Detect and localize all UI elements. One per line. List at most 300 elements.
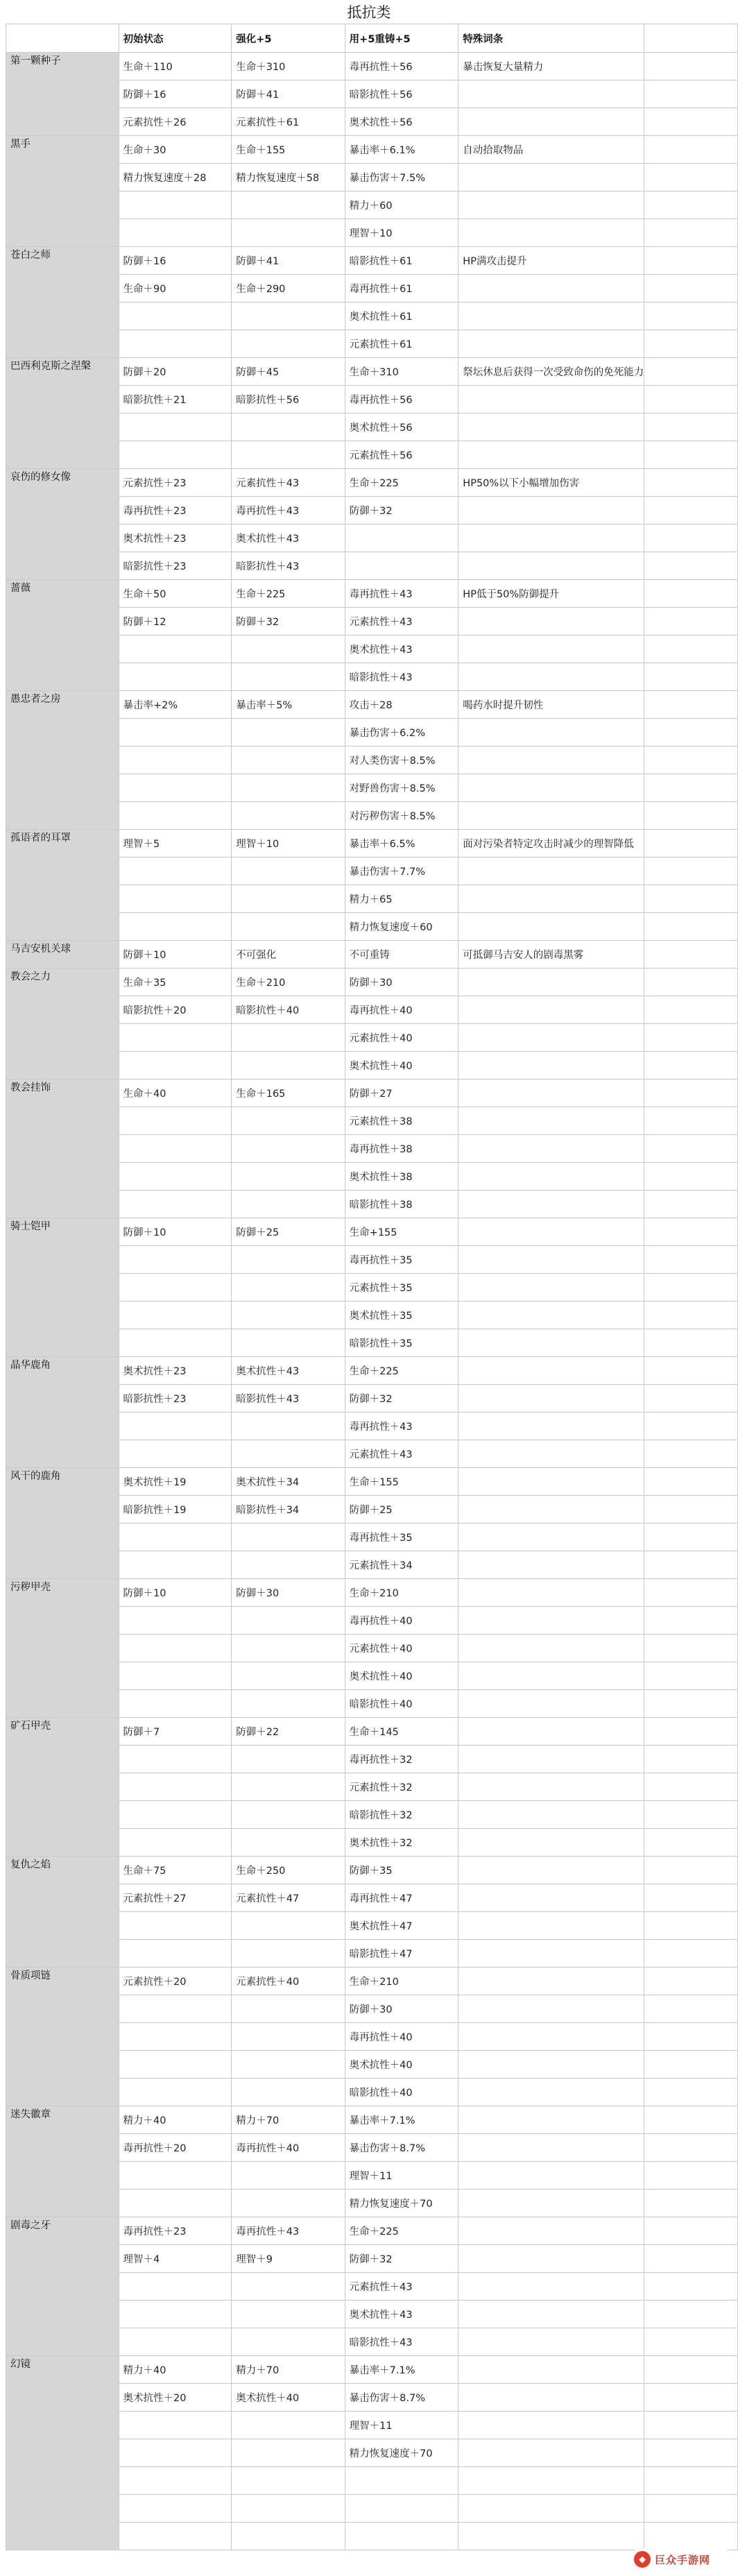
enhance-value-cell xyxy=(232,2023,345,2051)
initial-value-cell: 奥术抗性＋19 xyxy=(119,1468,232,1496)
extra-cell xyxy=(644,941,738,969)
initial-value-cell: 元素抗性＋20 xyxy=(119,1968,232,1995)
special-affix-cell xyxy=(458,2412,644,2439)
extra-cell xyxy=(644,1302,738,1329)
special-affix-cell xyxy=(458,2162,644,2190)
extra-cell xyxy=(644,164,738,191)
extra-cell xyxy=(644,2439,738,2467)
initial-value-cell xyxy=(119,1607,232,1635)
extra-cell xyxy=(644,2106,738,2134)
extra-cell xyxy=(644,330,738,358)
initial-value-cell xyxy=(119,2439,232,2467)
reforge-value-cell: 对人类伤害＋8.5% xyxy=(345,747,458,774)
reforge-value-cell: 暴击伤害＋6.2% xyxy=(345,719,458,747)
reforge-value-cell: 元素抗性＋38 xyxy=(345,1107,458,1135)
extra-cell xyxy=(644,1690,738,1718)
special-affix-cell: 自动拾取物品 xyxy=(458,136,644,164)
enhance-value-cell: 防御＋32 xyxy=(232,608,345,636)
reforge-value-cell: 毒再抗性＋40 xyxy=(345,1607,458,1635)
extra-cell xyxy=(644,636,738,663)
item-name: 哀伤的修女像 xyxy=(6,469,119,580)
special-affix-cell xyxy=(458,2467,644,2495)
extra-cell xyxy=(644,2384,738,2412)
special-affix-cell xyxy=(458,2190,644,2217)
special-affix-cell: HP低于50%防御提升 xyxy=(458,580,644,608)
enhance-value-cell xyxy=(232,802,345,830)
table-row xyxy=(6,2356,738,2384)
initial-value-cell xyxy=(119,1052,232,1080)
item-name: 迷失徽章 xyxy=(6,2106,119,2217)
special-affix-cell xyxy=(458,1357,644,1385)
initial-value-cell: 奥术抗性＋23 xyxy=(119,524,232,552)
extra-cell xyxy=(644,1995,738,2023)
reforge-value-cell xyxy=(345,2467,458,2495)
item-name: 教会之力 xyxy=(6,969,119,1080)
initial-value-cell xyxy=(119,1662,232,1690)
special-affix-cell xyxy=(458,2356,644,2384)
special-affix-cell xyxy=(458,2079,644,2106)
enhance-value-cell xyxy=(232,413,345,441)
table-row xyxy=(6,1218,738,1246)
special-affix-cell xyxy=(458,108,644,136)
enhance-value-cell xyxy=(232,2412,345,2439)
enhance-value-cell: 奥术抗性＋43 xyxy=(232,524,345,552)
reforge-value-cell: 奥术抗性＋43 xyxy=(345,2301,458,2328)
initial-value-cell xyxy=(119,2523,232,2550)
initial-value-cell xyxy=(119,1773,232,1801)
reforge-value-cell: 暗影抗性＋43 xyxy=(345,2328,458,2356)
extra-cell xyxy=(644,580,738,608)
special-affix-cell xyxy=(458,330,644,358)
initial-value-cell xyxy=(119,1912,232,1940)
initial-value-cell: 毒再抗性＋20 xyxy=(119,2134,232,2162)
special-affix-cell xyxy=(458,1940,644,1968)
special-affix-cell xyxy=(458,80,644,108)
extra-cell xyxy=(644,2273,738,2301)
enhance-value-cell xyxy=(232,1551,345,1579)
extra-cell xyxy=(644,913,738,941)
initial-value-cell: 防御＋12 xyxy=(119,608,232,636)
initial-value-cell xyxy=(119,1829,232,1857)
reforge-value-cell: 奥术抗性＋32 xyxy=(345,1829,458,1857)
initial-value-cell xyxy=(119,719,232,747)
special-affix-cell xyxy=(458,1718,644,1746)
initial-value-cell xyxy=(119,2495,232,2523)
extra-cell xyxy=(644,1579,738,1607)
special-affix-cell xyxy=(458,302,644,330)
initial-value-cell xyxy=(119,2051,232,2079)
extra-cell xyxy=(644,2079,738,2106)
special-affix-cell xyxy=(458,275,644,302)
initial-value-cell: 防御＋16 xyxy=(119,247,232,275)
special-affix-cell xyxy=(458,913,644,941)
enhance-value-cell xyxy=(232,858,345,885)
extra-cell xyxy=(644,2412,738,2439)
initial-value-cell xyxy=(119,747,232,774)
initial-value-cell xyxy=(119,858,232,885)
enhance-value-cell: 毒再抗性＋43 xyxy=(232,2217,345,2245)
extra-cell xyxy=(644,1607,738,1635)
special-affix-cell xyxy=(458,1524,644,1551)
initial-value-cell xyxy=(119,1302,232,1329)
extra-cell xyxy=(644,1884,738,1912)
table-row xyxy=(6,830,738,858)
extra-cell xyxy=(644,1912,738,1940)
item-name: 孤语者的耳罩 xyxy=(6,830,119,941)
enhance-value-cell xyxy=(232,441,345,469)
header-special: 特殊词条 xyxy=(458,24,644,53)
enhance-value-cell: 生命＋250 xyxy=(232,1857,345,1884)
special-affix-cell xyxy=(458,2051,644,2079)
enhance-value-cell xyxy=(232,1024,345,1052)
extra-cell xyxy=(644,1329,738,1357)
table-row xyxy=(6,1718,738,1746)
special-affix-cell xyxy=(458,1801,644,1829)
extra-cell xyxy=(644,1246,738,1274)
reforge-value-cell: 奥术抗性＋43 xyxy=(345,636,458,663)
enhance-value-cell: 生命＋225 xyxy=(232,580,345,608)
special-affix-cell xyxy=(458,1080,644,1107)
reforge-value-cell xyxy=(345,552,458,580)
initial-value-cell xyxy=(119,1191,232,1218)
item-name: 骑士铠甲 xyxy=(6,1218,119,1357)
enhance-value-cell: 元素抗性＋40 xyxy=(232,1968,345,1995)
header-initial: 初始状态 xyxy=(119,24,232,53)
enhance-value-cell xyxy=(232,1302,345,1329)
item-name: 巴西利克斯之涅槃 xyxy=(6,358,119,469)
extra-cell xyxy=(644,885,738,913)
extra-cell xyxy=(644,1746,738,1773)
extra-cell xyxy=(644,1940,738,1968)
enhance-value-cell: 暗影抗性＋56 xyxy=(232,386,345,413)
enhance-value-cell xyxy=(232,1440,345,1468)
enhance-value-cell xyxy=(232,1329,345,1357)
watermark-text: 巨众手游网 xyxy=(655,2553,711,2566)
table-row xyxy=(6,691,738,719)
enhance-value-cell xyxy=(232,2495,345,2523)
special-affix-cell xyxy=(458,1246,644,1274)
enhance-value-cell xyxy=(232,1635,345,1662)
initial-value-cell: 精力＋40 xyxy=(119,2356,232,2384)
special-affix-cell xyxy=(458,774,644,802)
enhance-value-cell: 暗影抗性＋34 xyxy=(232,1496,345,1524)
enhance-value-cell xyxy=(232,636,345,663)
enhance-value-cell xyxy=(232,1940,345,1968)
enhance-value-cell: 元素抗性＋61 xyxy=(232,108,345,136)
extra-cell xyxy=(644,2051,738,2079)
enhance-value-cell: 理智＋9 xyxy=(232,2245,345,2273)
enhance-value-cell: 精力＋70 xyxy=(232,2106,345,2134)
initial-value-cell: 生命＋110 xyxy=(119,53,232,80)
initial-value-cell: 防御＋16 xyxy=(119,80,232,108)
special-affix-cell xyxy=(458,1829,644,1857)
enhance-value-cell: 元素抗性＋47 xyxy=(232,1884,345,1912)
special-affix-cell xyxy=(458,1690,644,1718)
enhance-value-cell xyxy=(232,1413,345,1440)
reforge-value-cell: 毒再抗性＋56 xyxy=(345,386,458,413)
special-affix-cell xyxy=(458,2106,644,2134)
initial-value-cell: 暗影抗性＋20 xyxy=(119,996,232,1024)
enhance-value-cell: 暗影抗性＋40 xyxy=(232,996,345,1024)
reforge-value-cell: 生命＋210 xyxy=(345,1579,458,1607)
reforge-value-cell: 奥术抗性＋35 xyxy=(345,1302,458,1329)
reforge-value-cell: 暗影抗性＋32 xyxy=(345,1801,458,1829)
enhance-value-cell xyxy=(232,2190,345,2217)
initial-value-cell: 元素抗性＋27 xyxy=(119,1884,232,1912)
reforge-value-cell: 防御＋35 xyxy=(345,1857,458,1884)
reforge-value-cell: 奥术抗性＋40 xyxy=(345,1052,458,1080)
extra-cell xyxy=(644,2023,738,2051)
initial-value-cell: 精力恢复速度＋28 xyxy=(119,164,232,191)
initial-value-cell xyxy=(119,1524,232,1551)
item-name: 晶华鹿角 xyxy=(6,1357,119,1468)
extra-cell xyxy=(644,219,738,247)
enhance-value-cell: 暗影抗性＋43 xyxy=(232,1385,345,1413)
extra-cell xyxy=(644,53,738,80)
initial-value-cell: 元素抗性＋23 xyxy=(119,469,232,497)
reforge-value-cell: 防御＋32 xyxy=(345,2245,458,2273)
table-row xyxy=(6,1357,738,1385)
extra-cell xyxy=(644,80,738,108)
special-affix-cell xyxy=(458,219,644,247)
reforge-value-cell: 暗影抗性＋43 xyxy=(345,663,458,691)
table-row xyxy=(6,1968,738,1995)
enhance-value-cell xyxy=(232,913,345,941)
special-affix-cell xyxy=(458,2217,644,2245)
table-body xyxy=(6,53,738,2550)
enhance-value-cell xyxy=(232,1995,345,2023)
extra-cell xyxy=(644,719,738,747)
extra-cell xyxy=(644,608,738,636)
enhance-value-cell xyxy=(232,1801,345,1829)
special-affix-cell xyxy=(458,1329,644,1357)
reforge-value-cell: 元素抗性＋32 xyxy=(345,1773,458,1801)
reforge-value-cell: 奥术抗性＋38 xyxy=(345,1163,458,1191)
initial-value-cell xyxy=(119,330,232,358)
initial-value-cell xyxy=(119,1440,232,1468)
reforge-value-cell: 生命＋310 xyxy=(345,358,458,386)
initial-value-cell xyxy=(119,1551,232,1579)
reforge-value-cell: 毒再抗性＋35 xyxy=(345,1524,458,1551)
reforge-value-cell: 元素抗性＋43 xyxy=(345,1440,458,1468)
extra-cell xyxy=(644,1551,738,1579)
reforge-value-cell: 防御＋32 xyxy=(345,497,458,524)
extra-cell xyxy=(644,1218,738,1246)
reforge-value-cell: 毒再抗性＋47 xyxy=(345,1884,458,1912)
special-affix-cell xyxy=(458,1662,644,1690)
extra-cell xyxy=(644,191,738,219)
enhance-value-cell: 生命＋210 xyxy=(232,969,345,996)
initial-value-cell xyxy=(119,663,232,691)
special-affix-cell xyxy=(458,1135,644,1163)
enhance-value-cell: 生命＋165 xyxy=(232,1080,345,1107)
extra-cell xyxy=(644,2495,738,2523)
special-affix-cell xyxy=(458,802,644,830)
enhance-value-cell: 防御＋30 xyxy=(232,1579,345,1607)
table-row xyxy=(6,136,738,164)
extra-cell xyxy=(644,413,738,441)
initial-value-cell xyxy=(119,413,232,441)
extra-cell xyxy=(644,1274,738,1302)
reforge-value-cell: 暴击率＋6.1% xyxy=(345,136,458,164)
special-affix-cell xyxy=(458,552,644,580)
header-enhance: 强化+5 xyxy=(232,24,345,53)
enhance-value-cell: 暗影抗性＋43 xyxy=(232,552,345,580)
extra-cell xyxy=(644,1385,738,1413)
enhance-value-cell xyxy=(232,2273,345,2301)
initial-value-cell xyxy=(119,774,232,802)
special-affix-cell xyxy=(458,1024,644,1052)
table-row xyxy=(6,969,738,996)
reforge-value-cell: 理智＋11 xyxy=(345,2162,458,2190)
table-row xyxy=(6,941,738,969)
initial-value-cell xyxy=(119,802,232,830)
special-affix-cell xyxy=(458,441,644,469)
initial-value-cell: 暗影抗性＋21 xyxy=(119,386,232,413)
enhance-value-cell: 防御＋45 xyxy=(232,358,345,386)
enhance-value-cell xyxy=(232,330,345,358)
initial-value-cell xyxy=(119,1274,232,1302)
table-row xyxy=(6,580,738,608)
special-affix-cell xyxy=(458,1440,644,1468)
initial-value-cell: 毒再抗性＋23 xyxy=(119,2217,232,2245)
enhance-value-cell xyxy=(232,1690,345,1718)
reforge-value-cell: 暴击率＋6.5% xyxy=(345,830,458,858)
reforge-value-cell xyxy=(345,2495,458,2523)
special-affix-cell xyxy=(458,2439,644,2467)
extra-cell xyxy=(644,275,738,302)
enhance-value-cell xyxy=(232,1524,345,1551)
special-affix-cell xyxy=(458,747,644,774)
table-row xyxy=(6,1080,738,1107)
initial-value-cell: 精力＋40 xyxy=(119,2106,232,2134)
special-affix-cell xyxy=(458,1302,644,1329)
item-name: 矿石甲壳 xyxy=(6,1718,119,1857)
enhance-value-cell: 防御＋41 xyxy=(232,247,345,275)
item-name: 复仇之焰 xyxy=(6,1857,119,1968)
enhance-value-cell xyxy=(232,885,345,913)
table-row xyxy=(6,469,738,497)
item-name: 马吉安机关球 xyxy=(6,941,119,969)
reforge-value-cell: 精力＋65 xyxy=(345,885,458,913)
resistance-table xyxy=(6,24,738,2550)
enhance-value-cell xyxy=(232,1052,345,1080)
item-name: 黑手 xyxy=(6,136,119,247)
initial-value-cell: 生命＋75 xyxy=(119,1857,232,1884)
extra-cell xyxy=(644,1801,738,1829)
enhance-value-cell: 毒再抗性＋40 xyxy=(232,2134,345,2162)
table-row xyxy=(6,53,738,80)
table-row xyxy=(6,247,738,275)
initial-value-cell xyxy=(119,441,232,469)
reforge-value-cell: 元素抗性＋40 xyxy=(345,1024,458,1052)
initial-value-cell xyxy=(119,2301,232,2328)
enhance-value-cell xyxy=(232,1135,345,1163)
special-affix-cell xyxy=(458,2134,644,2162)
reforge-value-cell: 防御＋25 xyxy=(345,1496,458,1524)
enhance-value-cell: 生命＋155 xyxy=(232,136,345,164)
initial-value-cell xyxy=(119,2412,232,2439)
reforge-value-cell: 奥术抗性＋56 xyxy=(345,413,458,441)
special-affix-cell: 喝药水时提升韧性 xyxy=(458,691,644,719)
reforge-value-cell: 毒再抗性＋43 xyxy=(345,1413,458,1440)
extra-cell xyxy=(644,1857,738,1884)
extra-cell xyxy=(644,497,738,524)
enhance-value-cell: 理智＋10 xyxy=(232,830,345,858)
reforge-value-cell: 奥术抗性＋56 xyxy=(345,108,458,136)
extra-cell xyxy=(644,1052,738,1080)
reforge-value-cell: 暴击率＋7.1% xyxy=(345,2106,458,2134)
watermark-logo-icon: ◆ xyxy=(634,2551,651,2568)
initial-value-cell: 毒再抗性＋23 xyxy=(119,497,232,524)
table-row xyxy=(6,1468,738,1496)
enhance-value-cell xyxy=(232,1274,345,1302)
reforge-value-cell xyxy=(345,524,458,552)
enhance-value-cell: 精力恢复速度＋58 xyxy=(232,164,345,191)
initial-value-cell: 暴击率+2% xyxy=(119,691,232,719)
special-affix-cell xyxy=(458,1496,644,1524)
extra-cell xyxy=(644,1357,738,1385)
reforge-value-cell: 毒再抗性＋40 xyxy=(345,2023,458,2051)
initial-value-cell: 暗影抗性＋23 xyxy=(119,552,232,580)
extra-cell xyxy=(644,441,738,469)
initial-value-cell xyxy=(119,1995,232,2023)
initial-value-cell xyxy=(119,2162,232,2190)
extra-cell xyxy=(644,747,738,774)
extra-cell xyxy=(644,858,738,885)
special-affix-cell xyxy=(458,1635,644,1662)
extra-cell xyxy=(644,1662,738,1690)
initial-value-cell: 防御＋10 xyxy=(119,941,232,969)
initial-value-cell xyxy=(119,191,232,219)
reforge-value-cell: 元素抗性＋43 xyxy=(345,608,458,636)
reforge-value-cell: 对野兽伤害＋8.5% xyxy=(345,774,458,802)
enhance-value-cell: 生命＋310 xyxy=(232,53,345,80)
reforge-value-cell: 暴击伤害＋8.7% xyxy=(345,2384,458,2412)
extra-cell xyxy=(644,1773,738,1801)
reforge-value-cell: 暗影抗性＋61 xyxy=(345,247,458,275)
reforge-value-cell: 毒再抗性＋56 xyxy=(345,53,458,80)
reforge-value-cell: 暗影抗性＋47 xyxy=(345,1940,458,1968)
enhance-value-cell xyxy=(232,774,345,802)
reforge-value-cell: 生命＋225 xyxy=(345,1357,458,1385)
extra-cell xyxy=(644,2190,738,2217)
special-affix-cell xyxy=(458,191,644,219)
enhance-value-cell xyxy=(232,302,345,330)
reforge-value-cell: 暗影抗性＋40 xyxy=(345,1690,458,1718)
special-affix-cell xyxy=(458,2523,644,2550)
reforge-value-cell: 毒再抗性＋35 xyxy=(345,1246,458,1274)
reforge-value-cell: 奥术抗性＋40 xyxy=(345,1662,458,1690)
initial-value-cell xyxy=(119,302,232,330)
special-affix-cell xyxy=(458,2495,644,2523)
reforge-value-cell: 生命+155 xyxy=(345,1218,458,1246)
extra-cell xyxy=(644,1718,738,1746)
initial-value-cell xyxy=(119,885,232,913)
special-affix-cell xyxy=(458,1413,644,1440)
extra-cell xyxy=(644,2217,738,2245)
initial-value-cell: 生命＋35 xyxy=(119,969,232,996)
extra-cell xyxy=(644,663,738,691)
enhance-value-cell xyxy=(232,191,345,219)
table-row xyxy=(6,2217,738,2245)
special-affix-cell xyxy=(458,1218,644,1246)
initial-value-cell xyxy=(119,2273,232,2301)
extra-cell xyxy=(644,247,738,275)
enhance-value-cell xyxy=(232,2079,345,2106)
initial-value-cell: 防御＋10 xyxy=(119,1218,232,1246)
special-affix-cell xyxy=(458,1746,644,1773)
